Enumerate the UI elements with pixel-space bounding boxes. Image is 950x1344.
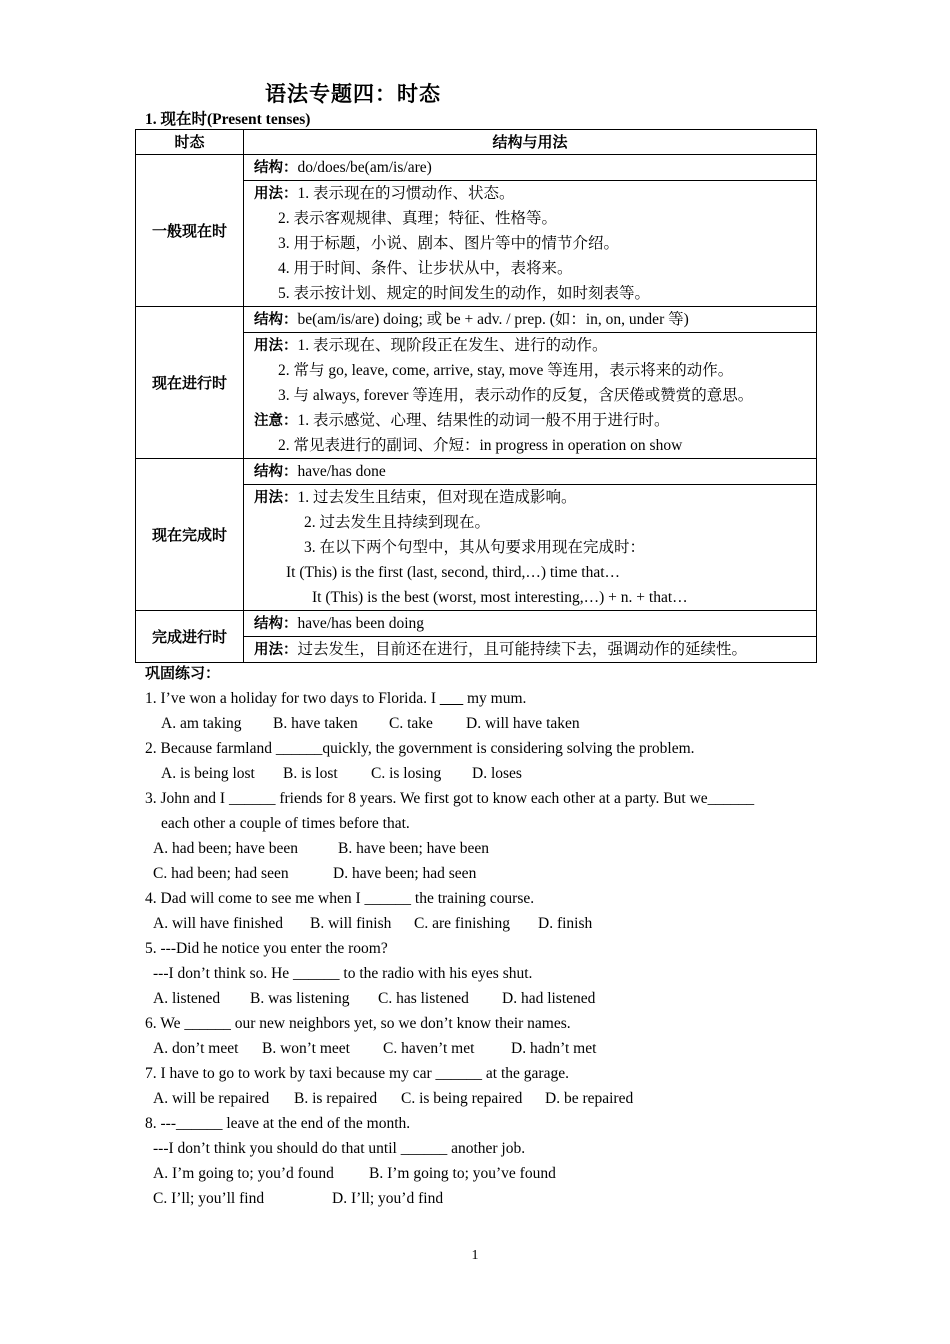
usage-item: 3. 用于标题，小说、剧本、图片等中的情节介绍。 [278, 235, 620, 252]
usage-item: 2. 常与 go, leave, come, arrive, stay, move 等连用，表示将来的动作。 [278, 362, 734, 379]
usage-item: 5. 表示按计划、规定的时间发生的动作，如时刻表等。 [278, 285, 651, 302]
question-text: 1. I’ve won a holiday for two days to Florida. I [145, 690, 440, 707]
option-b[interactable]: B. was listening [250, 990, 350, 1007]
question-4: 4. Dad will come to see me when I ______ the training course. [145, 890, 535, 907]
answer-blank: ___ [439, 690, 464, 707]
usage-label: 用法： [254, 642, 298, 658]
option-c[interactable]: C. had been; had seen [153, 865, 289, 882]
structure-text: do/does/be(am/is/are) [297, 159, 432, 176]
option-d[interactable]: D. will have taken [466, 715, 580, 732]
option-d[interactable]: D. have been; had seen [333, 865, 477, 882]
page-title: 语法专题四：时态 [265, 82, 441, 106]
options-row [145, 1186, 754, 1211]
table-header-row [136, 130, 817, 155]
structure-text: have/has done [297, 463, 386, 480]
tense-name-simple-present: 一般现在时 [136, 155, 244, 307]
options-row [145, 1036, 754, 1061]
tense-name-present-perfect: 现在完成时 [136, 459, 244, 611]
usage-item: 1. 过去发生且结束，但对现在造成影响。 [297, 489, 577, 506]
usage-item: 1. 表示现在、现阶段正在发生、进行的动作。 [297, 337, 608, 354]
page-number: 1 [471, 1248, 479, 1263]
option-d[interactable]: D. loses [472, 765, 522, 782]
options-row [145, 861, 754, 886]
option-a[interactable]: A. had been; have been [153, 840, 299, 857]
usage-pattern: It (This) is the best (worst, most interesting,…) + n. + that… [312, 589, 688, 606]
usage-item: 3. 与 always, forever 等连用，表示动作的反复，含厌倦或赞赏的意思。 [278, 387, 754, 404]
question-5: 5. ---Did he notice you enter the room? [145, 940, 388, 957]
tense-name-perfect-continuous: 完成进行时 [136, 611, 244, 663]
options-row [145, 836, 754, 861]
usage-pattern: It (This) is the first (last, second, third,…) time that… [286, 564, 621, 581]
usage-item: 4. 用于时间、条件、让步状从中，表将来。 [278, 260, 573, 277]
option-a[interactable]: A. don’t meet [153, 1040, 239, 1057]
structure-text: have/has been doing [297, 615, 425, 632]
question-8-continued: ---I don’t think you should do that until ______ another job. [153, 1140, 526, 1157]
option-b[interactable]: B. have taken [273, 715, 358, 732]
usage-label: 用法： [254, 186, 298, 202]
table-row [136, 307, 817, 333]
practice-section [145, 661, 754, 1211]
usage-item: 过去发生，目前还在进行，且可能持续下去，强调动作的延续性。 [297, 641, 748, 658]
option-b[interactable]: B. will finish [310, 915, 392, 932]
option-b[interactable]: B. is lost [283, 765, 338, 782]
table-row [136, 611, 817, 637]
table-row [136, 459, 817, 485]
option-d[interactable]: D. had listened [502, 990, 596, 1007]
question-5-continued: ---I don’t think so. He ______ to the radio with his eyes shut. [153, 965, 533, 982]
option-a[interactable]: A. is being lost [161, 765, 255, 782]
note-label: 注意： [254, 413, 298, 429]
option-d[interactable]: D. be repaired [545, 1090, 634, 1107]
table-row [136, 155, 817, 181]
options-row [145, 711, 754, 736]
option-a[interactable]: A. will be repaired [153, 1090, 270, 1107]
options-row [145, 1161, 754, 1186]
question-8: 8. ---______ leave at the end of the month. [145, 1115, 411, 1132]
usage-label: 用法： [254, 338, 298, 354]
usage-item: 2. 过去发生且持续到现在。 [304, 514, 491, 531]
question-2: 2. Because farmland ______quickly, the government is considering solving the problem. [145, 740, 695, 757]
header-tense: 时态 [136, 130, 244, 155]
question-3: 3. John and I ______ friends for 8 years. We first got to know each other at a party. But we______ [145, 790, 755, 807]
structure-text: be(am/is/are) doing; 或 be + adv. / prep. (如：in, on, under 等) [297, 311, 689, 328]
note-item: 1. 表示感觉、心理、结果性的动词一般不用于进行时。 [297, 412, 670, 429]
usage-cell [244, 637, 817, 663]
option-a[interactable]: A. I’m going to; you’d found [153, 1165, 334, 1182]
note-item: 2. 常见表进行的副词、介短：in progress in operation on show [278, 437, 683, 454]
usage-cell [244, 485, 817, 611]
option-c[interactable]: C. is losing [371, 765, 442, 782]
option-c[interactable]: C. has listened [378, 990, 469, 1007]
structure-cell [244, 155, 817, 181]
question-7: 7. I have to go to work by taxi because my car ______ at the garage. [145, 1065, 569, 1082]
options-row [145, 911, 754, 936]
option-c[interactable]: C. I’ll; you’ll find [153, 1190, 265, 1207]
option-b[interactable]: B. have been; have been [338, 840, 490, 857]
question-6: 6. We ______ our new neighbors yet, so we don’t know their names. [145, 1015, 571, 1032]
usage-label: 用法： [254, 490, 298, 506]
options-row [145, 1086, 754, 1111]
structure-cell [244, 459, 817, 485]
question-1 [145, 686, 754, 711]
structure-label: 结构： [254, 616, 298, 632]
usage-item: 2. 表示客观规律、真理；特征、性格等。 [278, 210, 558, 227]
practice-heading: 巩固练习： [145, 664, 221, 682]
option-c[interactable]: C. are finishing [414, 915, 510, 932]
structure-label: 结构： [254, 160, 298, 176]
option-a[interactable]: A. listened [153, 990, 221, 1007]
structure-cell [244, 611, 817, 637]
option-d[interactable]: D. hadn’t met [511, 1040, 597, 1057]
question-3-continued: each other a couple of times before that. [161, 815, 410, 832]
question-text: my mum. [463, 690, 527, 707]
option-a[interactable]: A. will have finished [153, 915, 284, 932]
usage-item: 1. 表示现在的习惯动作、状态。 [297, 185, 515, 202]
usage-cell [244, 333, 817, 459]
option-c[interactable]: C. is being repaired [401, 1090, 523, 1107]
tense-table [135, 129, 817, 663]
usage-item: 3. 在以下两个句型中，其从句要求用现在完成时： [304, 539, 646, 556]
option-b[interactable]: B. I’m going to; you’ve found [369, 1165, 556, 1182]
usage-cell [244, 181, 817, 307]
header-structure-usage: 结构与用法 [244, 130, 817, 155]
option-d[interactable]: D. I’ll; you’d find [332, 1190, 444, 1207]
structure-cell [244, 307, 817, 333]
option-b[interactable]: B. won’t meet [262, 1040, 350, 1057]
option-b[interactable]: B. is repaired [294, 1090, 378, 1107]
option-a[interactable]: A. am taking [161, 715, 242, 732]
section-heading: 1. 现在时(Present tenses) [145, 111, 311, 128]
structure-label: 结构： [254, 312, 298, 328]
tense-name-present-continuous: 现在进行时 [136, 307, 244, 459]
options-row [145, 761, 754, 786]
option-c[interactable]: C. take [389, 715, 433, 732]
options-row [145, 986, 754, 1011]
option-d[interactable]: D. finish [538, 915, 593, 932]
option-c[interactable]: C. haven’t met [383, 1040, 475, 1057]
structure-label: 结构： [254, 464, 298, 480]
